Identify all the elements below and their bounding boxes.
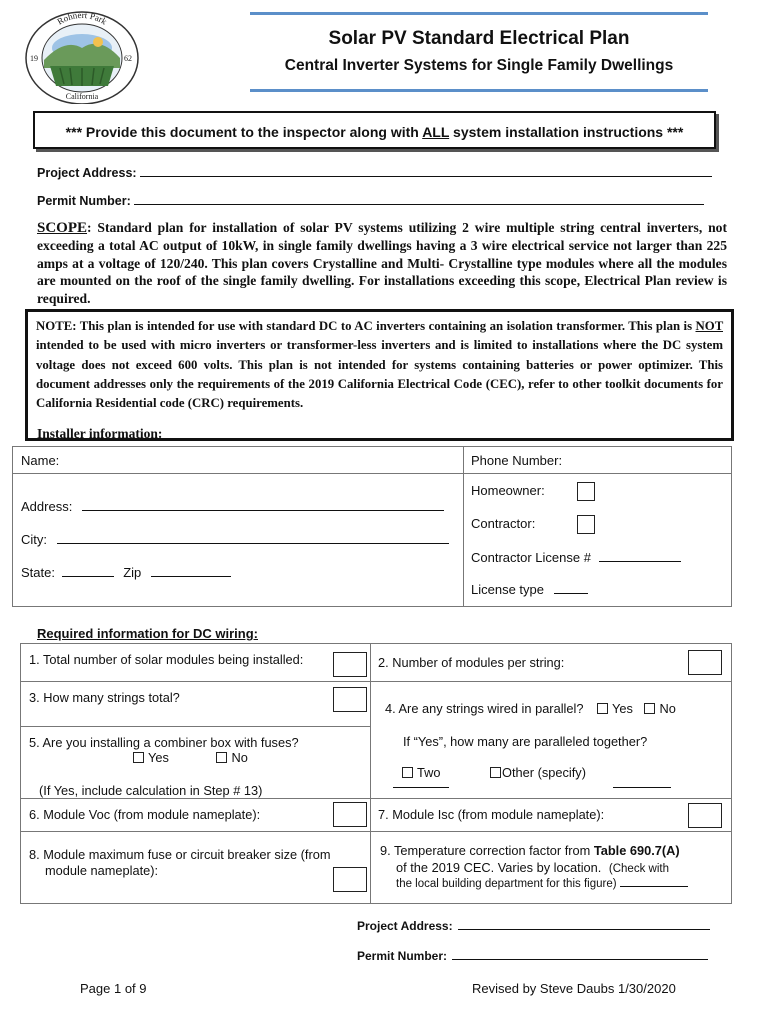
q7-label: 7. Module Isc (from module nameplate): [378,807,605,822]
contractor-checkbox[interactable] [577,515,595,534]
note-part2: intended to be used with micro inverters or transformer-less inverters and is limited to installations where the DC system voltage does not exceed 600 volts. This plan is not intended for systems containing batteries or power optimizer. This document addresses only the requirements of the 2019 California Electrical Code (CEC), refer to other toolkit documents for California Residential code (CRC) requirements. [36,338,723,411]
page-number: Page 1 of 9 [80,981,147,996]
installer-name-label: Name: [21,453,60,468]
scope-paragraph [37,219,727,307]
footer-project-address-label: Project Address: [357,919,453,933]
homeowner-label: Homeowner: [471,483,545,498]
note-box [25,309,734,441]
footer-permit-number-row [357,949,708,963]
installer-address-field[interactable] [82,500,444,511]
installer-zip-label: Zip [123,565,142,580]
installer-state-label: State: [21,565,55,580]
q5-options [133,750,248,765]
q9-line3 [396,878,688,890]
q5-other-checkbox[interactable] [490,767,501,778]
q9-line2-text: of the 2019 CEC. Varies by location. [396,860,602,875]
q9-line1 [380,843,680,858]
installer-city-field[interactable] [57,533,449,544]
q7-input-box[interactable] [688,803,722,828]
license-number-row [471,550,681,565]
note-emphasis: NOT [695,319,723,333]
license-type-field[interactable] [554,583,588,594]
contractor-label: Contractor: [471,516,536,531]
q4-yes-label: Yes [612,701,633,716]
q8-input-box[interactable] [333,867,367,892]
scope-text: Standard plan for installation of solar PV systems utilizing 2 wire multiple string central inverters, not exceeding a total AC output of 10kW, in single family dwellings having a 3 wire electrical service not larger than 225 amps at a voltage of 120/240. This plan covers Crystalline and Multi- Crystalline type modules where all the modules are mounted on the roof of the single family dwelling. For installations exceeding this scope, Electrical Plan review is required. [37,220,727,306]
page-title: Solar PV Standard Electrical Plan [328,28,630,49]
q4-no-checkbox[interactable] [644,703,655,714]
q1-label: 1. Total number of solar modules being installed: [29,652,304,667]
installer-heading: Installer information: [37,426,163,441]
homeowner-checkbox[interactable] [577,482,595,501]
installer-address-row [21,499,444,514]
banner-prefix: *** Provide this document to the inspector along with [65,124,423,140]
logo-top-text: Rohnert Park [55,9,109,27]
permit-number-field[interactable] [134,193,704,205]
q5-right-options [402,765,586,780]
permit-number-row [37,193,714,208]
dc-heading: Required information for DC wiring: [37,626,258,641]
city-seal-logo [20,8,144,104]
q4-no-label: No [659,701,676,716]
q5-other-label: Other (specify) [502,765,586,780]
q3-input-box[interactable] [333,687,367,712]
footer-project-address-row [357,919,710,933]
q6-input-box[interactable] [333,802,367,827]
logo-year-left: 19 [30,54,38,63]
q5-no-checkbox[interactable] [216,752,227,763]
revision-note: Revised by Steve Daubs 1/30/2020 [472,981,676,996]
logo-year-right: 62 [124,54,132,63]
q2-input-box[interactable] [688,650,722,675]
installer-state-row [21,565,231,580]
license-number-label: Contractor License # [471,550,591,565]
q5-yes-checkbox[interactable] [133,752,144,763]
q9-pre: 9. Temperature correction factor from [380,843,594,858]
header-top-rule [250,12,708,15]
header-bottom-rule [250,89,708,92]
q9-check: (Check with [608,863,669,875]
installer-city-label: City: [21,532,47,547]
banner-emphasis: ALL [422,124,450,140]
logo-bottom-text: California [65,92,99,101]
dc-table [20,643,732,904]
scope-label: SCOPE [37,220,88,236]
license-number-field[interactable] [599,551,681,562]
q5-two-field[interactable] [393,787,449,788]
installer-city-row [21,532,449,547]
project-address-field[interactable] [140,165,712,177]
q9-line2 [396,860,669,875]
scope-colon: : [87,220,92,235]
license-type-row [471,582,588,597]
q5-other-field[interactable] [613,787,671,788]
q9-line3-text: the local building department for this figure) [396,878,617,890]
installer-state-field[interactable] [62,566,114,577]
project-address-row [37,165,714,180]
q9-input-field[interactable] [620,878,688,887]
inspector-banner [33,111,716,149]
banner-suffix: system installation instructions *** [449,124,684,140]
q8-label-line1: 8. Module maximum fuse or circuit breaker size (from [29,847,331,862]
permit-number-label: Permit Number: [37,194,131,208]
q5-no-label: No [231,750,248,765]
installer-zip-field[interactable] [151,566,231,577]
q5-right-label: If “Yes”, how many are paralleled together? [403,734,648,749]
q5-label: 5. Are you installing a combiner box with fuses? [29,735,299,750]
page-subtitle: Central Inverter Systems for Single Family Dwellings [284,57,674,74]
q5-two-label: Two [417,765,441,780]
q4-yes-checkbox[interactable] [597,703,608,714]
q5-yes-label: Yes [148,750,169,765]
note-part1: NOTE: This plan is intended for use with standard DC to AC inverters containing an isolation transformer. This plan is [36,319,696,333]
installer-address-label: Address: [21,499,73,514]
q5-two-checkbox[interactable] [402,767,413,778]
installer-table [12,446,732,607]
q6-label: 6. Module Voc (from module nameplate): [29,807,261,822]
project-address-label: Project Address: [37,166,137,180]
q4-label: 4. Are any strings wired in parallel? [385,701,584,716]
q5-note: (If Yes, include calculation in Step # 13) [39,783,263,798]
q4-row [385,701,676,716]
q8-label-line2: module nameplate): [45,863,159,878]
q3-label: 3. How many strings total? [29,690,180,705]
footer-permit-number-field[interactable] [452,949,708,960]
q2-label: 2. Number of modules per string: [378,655,565,670]
q9-table-ref: Table 690.7(A) [593,843,680,858]
installer-phone-label: Phone Number: [471,453,563,468]
footer-project-address-field[interactable] [458,919,710,930]
q1-input-box[interactable] [333,652,367,677]
license-type-label: License type [471,582,544,597]
footer-permit-number-label: Permit Number: [357,949,448,963]
